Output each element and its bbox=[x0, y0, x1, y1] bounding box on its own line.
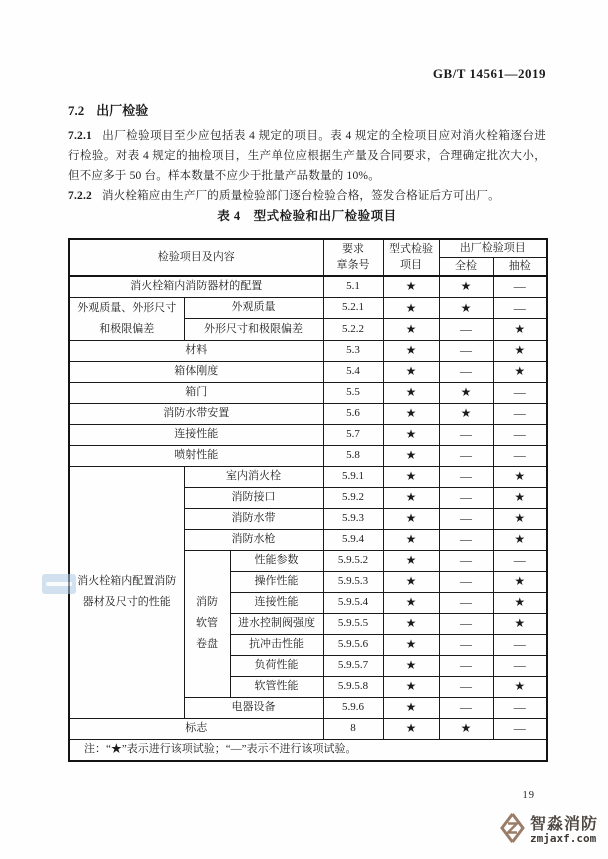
brand-logo bbox=[499, 812, 598, 849]
row-clause: 5.9.5.3 bbox=[323, 571, 383, 592]
header-type-line2: 项目 bbox=[400, 258, 423, 271]
row-sample-mark: ★ bbox=[493, 613, 547, 634]
header-type bbox=[383, 239, 439, 276]
inspection-table bbox=[68, 238, 548, 762]
row-sample-mark: — bbox=[493, 634, 547, 655]
row-full-mark: ★ bbox=[439, 718, 493, 739]
table-header-row-1 bbox=[69, 239, 547, 258]
row-type-mark: ★ bbox=[383, 403, 439, 424]
row-group: 外观质量、外形尺寸和极限偏差 bbox=[69, 298, 184, 341]
brand-name: 智淼消防 bbox=[529, 816, 598, 833]
row-full-mark: ★ bbox=[439, 403, 493, 424]
row-clause: 5.6 bbox=[323, 403, 383, 424]
row-type-mark: ★ bbox=[383, 445, 439, 466]
row-type-mark: ★ bbox=[383, 319, 439, 340]
row-type-mark: ★ bbox=[383, 529, 439, 550]
row-item: 外形尺寸和极限偏差 bbox=[184, 319, 323, 340]
header-factory: 出厂检验项目 bbox=[439, 239, 547, 258]
clause-text: 消火栓箱应由生产厂的质量检验部门逐台检验合格，签发合格证后方可出厂。 bbox=[102, 190, 500, 202]
row-type-mark: ★ bbox=[383, 697, 439, 718]
header-sample: 抽检 bbox=[493, 258, 547, 277]
table-row bbox=[69, 718, 547, 739]
row-sample-mark: — bbox=[493, 697, 547, 718]
row-clause: 5.9.2 bbox=[323, 487, 383, 508]
section-number: 7.2 bbox=[68, 103, 85, 118]
header-full: 全检 bbox=[439, 258, 493, 277]
row-clause: 5.9.3 bbox=[323, 508, 383, 529]
header-clause-line2: 章条号 bbox=[336, 258, 370, 271]
row-clause: 5.2.2 bbox=[323, 319, 383, 340]
row-item: 消防水带 bbox=[184, 508, 323, 529]
table-note: 注：“★”表示进行该项试验；“—”表示不进行该项试验。 bbox=[69, 739, 547, 760]
row-full-mark: ★ bbox=[439, 276, 493, 298]
row-full-mark: — bbox=[439, 487, 493, 508]
row-subgroup: 消防软管卷盘 bbox=[184, 550, 230, 697]
row-item: 消防水枪 bbox=[184, 529, 323, 550]
row-clause: 5.9.5.6 bbox=[323, 634, 383, 655]
row-sample-mark: ★ bbox=[493, 487, 547, 508]
row-sample-mark: ★ bbox=[493, 592, 547, 613]
table-note-row bbox=[69, 739, 547, 760]
row-full-mark: — bbox=[439, 529, 493, 550]
table-row bbox=[69, 424, 547, 445]
table-row bbox=[69, 276, 547, 298]
row-item: 室内消火栓 bbox=[184, 466, 323, 487]
table-row bbox=[69, 403, 547, 424]
table-row bbox=[69, 340, 547, 361]
watermark-badge bbox=[42, 574, 76, 594]
table-row bbox=[69, 445, 547, 466]
row-full-mark: — bbox=[439, 319, 493, 340]
row-item: 进水控制阀强度 bbox=[230, 613, 323, 634]
row-sample-mark: ★ bbox=[493, 361, 547, 382]
header-item: 检验项目及内容 bbox=[69, 239, 323, 276]
row-type-mark: ★ bbox=[383, 613, 439, 634]
standard-code: GB/T 14561—2019 bbox=[432, 66, 546, 81]
row-clause: 5.3 bbox=[323, 340, 383, 361]
row-clause: 8 bbox=[323, 718, 383, 739]
row-item: 箱体刚度 bbox=[69, 361, 323, 382]
row-sample-mark: ★ bbox=[493, 571, 547, 592]
row-clause: 5.5 bbox=[323, 382, 383, 403]
row-full-mark: — bbox=[439, 508, 493, 529]
row-group: 消火栓箱内配置消防器材及尺寸的性能 bbox=[69, 466, 184, 718]
row-clause: 5.9.6 bbox=[323, 697, 383, 718]
row-type-mark: ★ bbox=[383, 466, 439, 487]
table-caption: 表 4 型式检验和出厂检验项目 bbox=[217, 209, 397, 223]
row-item: 连接性能 bbox=[230, 592, 323, 613]
row-clause: 5.9.5.4 bbox=[323, 592, 383, 613]
row-full-mark: — bbox=[439, 466, 493, 487]
row-sample-mark: — bbox=[493, 550, 547, 571]
paragraph-721 bbox=[68, 126, 546, 186]
table-row bbox=[69, 466, 547, 487]
row-item: 消防接口 bbox=[184, 487, 323, 508]
row-item: 消火栓箱内消防器材的配置 bbox=[69, 276, 323, 298]
row-full-mark: ★ bbox=[439, 298, 493, 319]
row-sample-mark: ★ bbox=[493, 676, 547, 697]
row-type-mark: ★ bbox=[383, 424, 439, 445]
row-item: 抗冲击性能 bbox=[230, 634, 323, 655]
row-clause: 5.4 bbox=[323, 361, 383, 382]
row-clause: 5.9.4 bbox=[323, 529, 383, 550]
row-sample-mark: — bbox=[493, 424, 547, 445]
row-sample-mark: ★ bbox=[493, 340, 547, 361]
row-item: 消防水带安置 bbox=[69, 403, 323, 424]
row-clause: 5.9.5.7 bbox=[323, 655, 383, 676]
header-type-line1: 型式检验 bbox=[389, 242, 434, 255]
header-clause-line1: 要求 bbox=[342, 242, 365, 255]
row-full-mark: ★ bbox=[439, 382, 493, 403]
row-type-mark: ★ bbox=[383, 487, 439, 508]
row-sample-mark: ★ bbox=[493, 508, 547, 529]
paragraph-722 bbox=[68, 186, 546, 206]
row-full-mark: — bbox=[439, 445, 493, 466]
row-item: 连接性能 bbox=[69, 424, 323, 445]
row-item: 操作性能 bbox=[230, 571, 323, 592]
row-clause: 5.2.1 bbox=[323, 298, 383, 319]
section-title: 出厂检验 bbox=[96, 103, 149, 118]
row-item: 负荷性能 bbox=[230, 655, 323, 676]
row-item: 软管性能 bbox=[230, 676, 323, 697]
row-type-mark: ★ bbox=[383, 298, 439, 319]
row-full-mark: — bbox=[439, 634, 493, 655]
brand-text bbox=[530, 816, 598, 845]
row-item: 电器设备 bbox=[184, 697, 323, 718]
row-full-mark: — bbox=[439, 697, 493, 718]
table-row bbox=[69, 298, 547, 319]
brand-url: zmjaxf.com bbox=[529, 832, 597, 845]
row-clause: 5.1 bbox=[323, 276, 383, 298]
clause-number: 7.2.2 bbox=[68, 190, 92, 202]
logo-diamond-icon bbox=[499, 812, 526, 849]
row-sample-mark: — bbox=[493, 403, 547, 424]
row-type-mark: ★ bbox=[383, 676, 439, 697]
row-type-mark: ★ bbox=[383, 718, 439, 739]
row-type-mark: ★ bbox=[383, 276, 439, 298]
row-full-mark: — bbox=[439, 424, 493, 445]
row-full-mark: — bbox=[439, 592, 493, 613]
row-clause: 5.9.5.2 bbox=[323, 550, 383, 571]
row-type-mark: ★ bbox=[383, 340, 439, 361]
row-sample-mark: — bbox=[493, 382, 547, 403]
row-full-mark: — bbox=[439, 571, 493, 592]
row-sample-mark: — bbox=[493, 655, 547, 676]
row-full-mark: — bbox=[439, 550, 493, 571]
row-item: 外观质量 bbox=[184, 298, 323, 319]
header-clause bbox=[323, 239, 383, 276]
row-clause: 5.9.5.8 bbox=[323, 676, 383, 697]
row-type-mark: ★ bbox=[383, 592, 439, 613]
row-clause: 5.8 bbox=[323, 445, 383, 466]
row-clause: 5.9.1 bbox=[323, 466, 383, 487]
row-full-mark: — bbox=[439, 655, 493, 676]
page-number: 19 bbox=[522, 790, 535, 801]
row-type-mark: ★ bbox=[383, 382, 439, 403]
row-full-mark: — bbox=[439, 361, 493, 382]
row-item: 喷射性能 bbox=[69, 445, 323, 466]
row-sample-mark: — bbox=[493, 276, 547, 298]
row-item: 标志 bbox=[69, 718, 323, 739]
row-item: 性能参数 bbox=[230, 550, 323, 571]
row-full-mark: — bbox=[439, 676, 493, 697]
row-sample-mark: ★ bbox=[493, 466, 547, 487]
row-sample-mark: — bbox=[493, 718, 547, 739]
row-sample-mark: ★ bbox=[493, 529, 547, 550]
row-type-mark: ★ bbox=[383, 571, 439, 592]
table-row bbox=[69, 361, 547, 382]
row-type-mark: ★ bbox=[383, 508, 439, 529]
row-item: 箱门 bbox=[69, 382, 323, 403]
row-full-mark: — bbox=[439, 340, 493, 361]
row-full-mark: — bbox=[439, 613, 493, 634]
row-clause: 5.7 bbox=[323, 424, 383, 445]
row-type-mark: ★ bbox=[383, 655, 439, 676]
clause-text: 出厂检验项目至少应包括表 4 规定的项目。表 4 规定的全检项目应对消火栓箱逐台进行检验。对表 4 规定的抽检项目，生产单位应根据生产量及合同要求，合理确定批次大小，但不应多于 50 台。样本数量不应少于批量产品数量的 10%。 bbox=[68, 130, 546, 182]
row-type-mark: ★ bbox=[383, 361, 439, 382]
row-clause: 5.9.5.5 bbox=[323, 613, 383, 634]
section-heading bbox=[68, 103, 546, 119]
row-type-mark: ★ bbox=[383, 550, 439, 571]
row-sample-mark: — bbox=[493, 445, 547, 466]
table-row bbox=[69, 382, 547, 403]
row-sample-mark: ★ bbox=[493, 319, 547, 340]
clause-number: 7.2.1 bbox=[68, 130, 92, 142]
row-type-mark: ★ bbox=[383, 634, 439, 655]
row-sample-mark: — bbox=[493, 298, 547, 319]
row-item: 材料 bbox=[69, 340, 323, 361]
